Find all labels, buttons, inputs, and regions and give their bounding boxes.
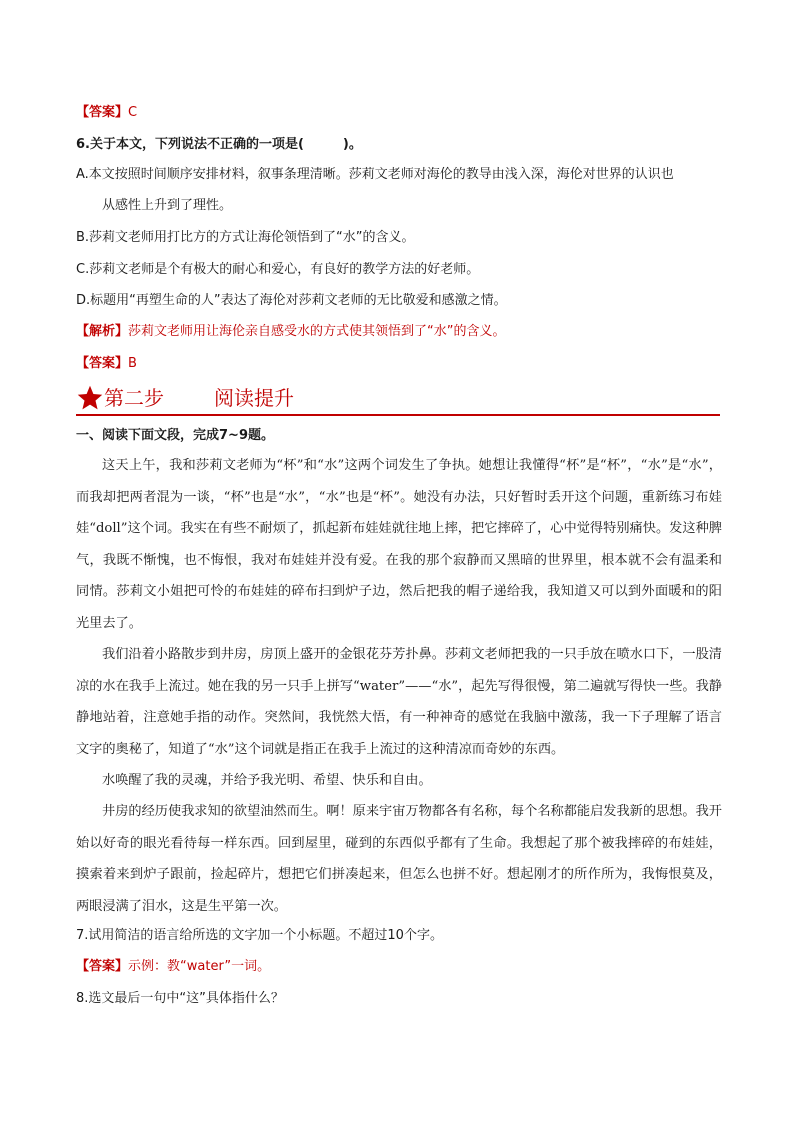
question-6-stem: 6.关于本文，下列说法不正确的一项是( )。 [76,137,362,152]
answer-label: 【答案】 [76,959,129,974]
analysis-text: 莎莉文老师用让海伦亲自感受水的方式使其领悟到了“水”的含义。 [128,324,506,339]
section-title: 阅读提升 [214,386,294,410]
answer-value: B [128,356,137,371]
passage-paragraph-1: 这天上午，我和莎莉文老师为“杯”和“水”这两个词发生了争执。她想让我懂得“杯”是“杯”，“水”是“水”，而我却把两者混为一谈，“杯”也是“水”，“水”也是“杯”。她没有办法，只好暂时丢开这个问题，重新练习布娃娃“doll”这个词。我实在有些不耐烦了，抓起新布娃娃就往地上摔，把它摔碎了，心中觉得特别痛快。发这种脾气，我既不惭愧，也不悔恨，我对布娃娃并没有爱。在我的那个寂静而又黑暗的世界里，根本就不会有温柔和同情。莎莉文小姐把可怜的布娃娃的碎布扫到炉子边，然后把我的帽子递给我，我知道又可以到外面暖和的阳光里去了。 [76,458,722,631]
star-icon [76,384,104,412]
passage-paragraph-3: 水唤醒了我的灵魂，并给予我光明、希望、快乐和自由。 [102,773,432,788]
passage-paragraph-2: 我们沿着小路散步到井房，房顶上盛开的金银花芬芳扑鼻。莎莉文老师把我的一只手放在喷水口下，一股清凉的水在我手上流过。她在我的另一只手上拼写“water”——“水”，起先写得很慢，第二遍就写得快一些。我静静地站着，注意她手指的动作。突然间，我恍然大悟，有一种神奇的感觉在我脑中激荡，我一下子理解了语言文字的奥秘了，知道了“水”这个词就是指正在我手上流过的这种清凉而奇妙的东西。 [76,647,722,757]
answer-label: 【答案】 [76,105,129,120]
answer-text: 示例：教“water”一词。 [128,959,271,974]
section-step: 第二步 [104,386,164,410]
q7-answer [76,958,726,976]
q6-answer [76,355,726,373]
question-8-stem: 8.选文最后一句中“这”具体指什么？ [76,991,284,1006]
q6-option-a-line2: 从感性上升到了理性。 [102,198,233,213]
answer-line-c [76,104,726,122]
question-7-stem: 7.试用简洁的语言给所选的文字加一个小标题。不超过10个字。 [76,928,443,943]
q6-option-c: C.莎莉文老师是个有极大的耐心和爱心，有良好的教学方法的好老师。 [76,262,480,277]
passage-paragraph-4: 井房的经历使我求知的欲望油然而生。啊！原来宇宙万物都各有名称，每个名称都能启发我新的思想。我开始以好奇的眼光看待每一样东西。回到屋里，碰到的东西似乎都有了生命。我想起了那个被我摔碎的布娃娃，摸索着来到炉子跟前，捡起碎片，想把它们拼凑起来，但怎么也拼不好。想起刚才的所作所为，我悔恨莫及，两眼浸满了泪水，这是生平第一次。 [76,804,722,914]
q6-analysis [76,323,726,341]
q6-option-b: B.莎莉文老师用打比方的方式让海伦领悟到了“水”的含义。 [76,230,415,245]
answer-label: 【答案】 [76,356,129,371]
answer-value: C [128,105,138,120]
q6-option-d: D.标题用“再塑生命的人”表达了海伦对莎莉文老师的无比敬爱和感激之情。 [76,293,507,308]
reading-instruction: 一、阅读下面文段，完成7~9题。 [76,428,274,443]
q6-option-a-line1: A.本文按照时间顺序安排材料，叙事条理清晰。莎莉文老师对海伦的教导由浅入深，海伦对世界的认识也 [76,167,674,182]
analysis-label: 【解析】 [76,324,129,339]
section-heading [76,384,720,416]
